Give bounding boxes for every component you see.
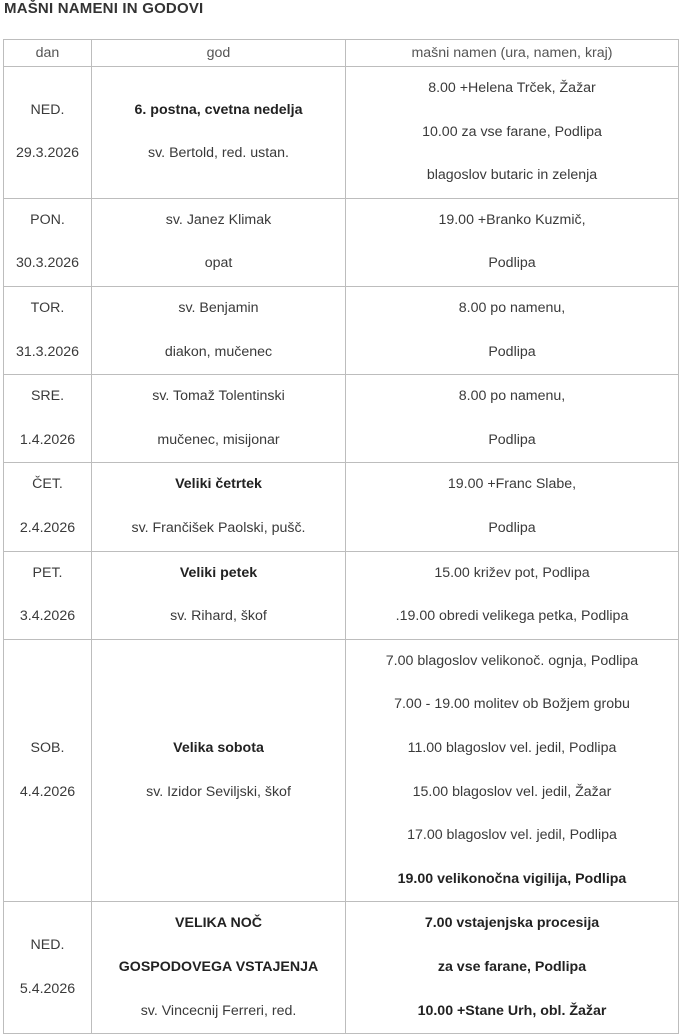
day-cell — [4, 639, 92, 902]
mass-line: blagoslov butaric in zelenja — [426, 167, 598, 184]
day-label: SOB. — [30, 739, 65, 756]
date-label: 5.4.2026 — [19, 980, 76, 997]
date-label: 30.3.2026 — [15, 255, 80, 272]
feast-line: sv. Tomaž Tolentinski — [152, 388, 285, 405]
mass-cell — [346, 375, 679, 463]
day-cell — [4, 286, 92, 374]
mass-line: 15.00 blagoslov vel. jedil, Žažar — [412, 783, 612, 800]
column-header-day: dan — [4, 40, 92, 67]
table-row — [4, 551, 679, 639]
mass-cell — [346, 551, 679, 639]
feast-cell — [92, 639, 346, 902]
page-title: MAŠNI NAMENI IN GODOVI — [4, 0, 204, 17]
mass-cell — [346, 198, 679, 286]
feast-line: sv. Benjamin — [178, 299, 259, 316]
feast-cell — [92, 463, 346, 551]
feast-line: sv. Bertold, red. ustan. — [148, 145, 289, 162]
day-label: NED. — [30, 937, 65, 954]
mass-line: 15.00 križev pot, Podlipa — [434, 564, 590, 581]
feast-cell — [92, 67, 346, 199]
mass-cell — [346, 463, 679, 551]
day-cell — [4, 551, 92, 639]
feast-cell — [92, 375, 346, 463]
mass-line: 7.00 - 19.00 molitev ob Božjem grobu — [394, 696, 630, 713]
feast-line: diakon, mučenec — [164, 343, 273, 360]
mass-cell — [346, 902, 679, 1034]
day-cell — [4, 67, 92, 199]
feast-cell — [92, 551, 346, 639]
day-cell — [4, 375, 92, 463]
table-row — [4, 902, 679, 1034]
mass-line: 8.00 po namenu, — [458, 299, 566, 316]
feast-line: sv. Frančišek Paolski, pušč. — [131, 519, 306, 536]
mass-line: 17.00 blagoslov vel. jedil, Podlipa — [407, 827, 617, 844]
feast-cell — [92, 902, 346, 1034]
day-label: PON. — [30, 211, 65, 228]
date-label: 1.4.2026 — [19, 431, 76, 448]
date-label: 3.4.2026 — [19, 608, 76, 625]
table-row — [4, 463, 679, 551]
mass-line: 10.00 za vse farane, Podlipa — [422, 123, 602, 140]
feast-line: sv. Izidor Seviljski, škof — [146, 783, 291, 800]
date-label: 4.4.2026 — [19, 783, 76, 800]
schedule-table — [3, 39, 679, 1034]
feast-line: GOSPODOVEGA VSTAJENJA — [118, 958, 319, 975]
date-label: 2.4.2026 — [19, 519, 76, 536]
mass-cell — [346, 67, 679, 199]
mass-line: Podlipa — [488, 343, 536, 360]
mass-line: 8.00 +Helena Trček, Žažar — [428, 80, 596, 96]
mass-line: 11.00 blagoslov vel. jedil, Podlipa — [407, 739, 617, 756]
day-label: NED. — [30, 101, 65, 118]
mass-line: 19.00 +Franc Slabe, — [447, 476, 577, 493]
mass-line: Podlipa — [488, 431, 536, 448]
day-label: TOR. — [30, 299, 65, 316]
mass-line: 8.00 po namenu, — [458, 388, 566, 405]
date-label: 31.3.2026 — [15, 343, 80, 360]
feast-cell — [92, 198, 346, 286]
mass-line: 7.00 blagoslov velikonoč. ognja, Podlipa — [385, 652, 639, 669]
mass-line: .19.00 obredi velikega petka, Podlipa — [395, 608, 629, 625]
feast-line: 6. postna, cvetna nedelja — [134, 101, 303, 118]
mass-line: za vse farane, Podlipa — [437, 958, 587, 975]
table-row — [4, 286, 679, 374]
feast-line: sv. Janez Klimak — [165, 211, 272, 228]
feast-line: opat — [204, 255, 233, 272]
mass-line: 7.00 vstajenjska procesija — [424, 915, 600, 932]
table-row — [4, 67, 679, 199]
feast-line: sv. Rihard, škof — [170, 608, 267, 625]
day-cell — [4, 463, 92, 551]
column-header-feast: god — [92, 40, 346, 67]
mass-cell — [346, 286, 679, 374]
mass-line: 19.00 velikonočna vigilija, Podlipa — [397, 870, 627, 887]
mass-line: 10.00 +Stane Urh, obl. Žažar — [417, 1002, 607, 1019]
mass-line: Podlipa — [488, 255, 536, 272]
table-row — [4, 198, 679, 286]
mass-cell — [346, 639, 679, 902]
table-row — [4, 639, 679, 902]
feast-line: sv. Vincecnij Ferreri, red. — [140, 1002, 297, 1019]
table-header-row — [4, 40, 679, 67]
feast-line: Veliki četrtek — [175, 476, 262, 493]
day-cell — [4, 198, 92, 286]
date-label: 29.3.2026 — [15, 145, 80, 162]
mass-line: Podlipa — [488, 519, 536, 536]
feast-cell — [92, 286, 346, 374]
day-label: SRE. — [30, 388, 65, 405]
feast-line: Velika sobota — [173, 739, 264, 756]
day-label: PET. — [32, 564, 63, 581]
feast-line: mučenec, misijonar — [157, 431, 280, 448]
feast-line: Veliki petek — [179, 564, 258, 581]
feast-line: VELIKA NOČ — [175, 915, 262, 932]
mass-line: 19.00 +Branko Kuzmič, — [438, 211, 586, 228]
day-label: ČET. — [32, 476, 63, 493]
day-cell — [4, 902, 92, 1034]
column-header-mass: mašni namen (ura, namen, kraj) — [346, 40, 679, 67]
table-row — [4, 375, 679, 463]
